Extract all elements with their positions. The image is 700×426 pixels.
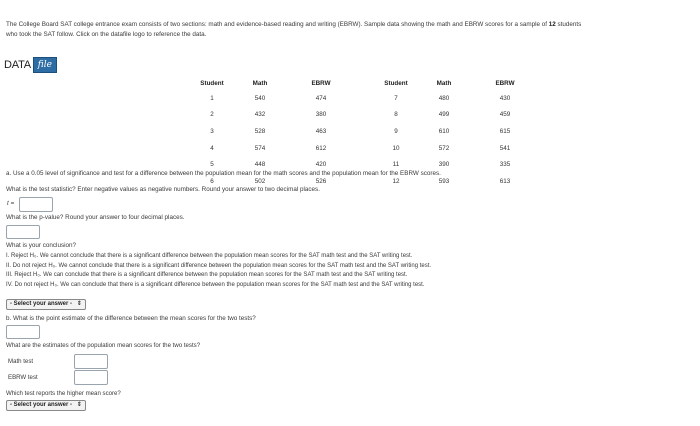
table-cell: 420	[315, 161, 327, 169]
table-cell: 5	[210, 161, 214, 169]
table-cell: 480	[438, 94, 450, 102]
col-header-student: Student	[200, 80, 224, 87]
test-statistic-input[interactable]	[19, 197, 53, 212]
table-cell: 502	[254, 177, 266, 185]
math-mean-input[interactable]	[74, 354, 108, 369]
table-cell: 613	[499, 177, 511, 185]
datafile-logo[interactable]	[4, 57, 57, 72]
table-cell: 335	[499, 161, 511, 169]
conclusion-question: What is your conclusion?	[6, 242, 76, 249]
conclusion-select-value: - Select your answer -	[10, 301, 73, 307]
table-cell: 615	[499, 127, 511, 135]
table-cell: 572	[438, 144, 450, 152]
conclusion-select[interactable]	[6, 299, 86, 310]
table-cell: 459	[499, 111, 511, 119]
p-value-input[interactable]	[6, 225, 40, 239]
table-row	[190, 90, 540, 107]
intro-text	[6, 20, 581, 40]
table-cell: 1	[210, 94, 214, 102]
col-header-math: Math	[252, 80, 268, 87]
table-cell: 528	[254, 127, 266, 135]
intro-line1-end: students	[555, 21, 582, 28]
table-row	[190, 107, 540, 124]
table-cell: 3	[210, 127, 214, 135]
conclusion-options	[6, 252, 431, 290]
part-a-question: a. Use a 0.05 level of significance and test for a difference between the population mean for the math scores and the population mean for the EBRW scores.	[6, 170, 441, 177]
table-cell: 390	[438, 161, 450, 169]
ebrw-test-label: EBRW test	[8, 374, 38, 381]
math-test-label: Math test	[8, 358, 34, 365]
table-row	[190, 140, 540, 157]
datafile-label: DATA	[4, 58, 31, 71]
table-cell: 2	[210, 111, 214, 119]
table-cell: 9	[394, 127, 398, 135]
conclusion-option-3: III. Reject H₀. We can conclude that there is a significant difference between the population mean scores for the SAT math test and the SAT writing test.	[6, 272, 408, 279]
col-header-student-2: Student	[384, 80, 408, 87]
t-label: t =	[7, 200, 15, 207]
col-header-ebrw-2: EBRW	[495, 80, 515, 87]
table-cell: 10	[392, 144, 400, 152]
col-header-math-2: Math	[436, 80, 452, 87]
table-cell: 612	[315, 144, 327, 152]
higher-mean-select-value: - Select your answer -	[10, 402, 73, 408]
table-cell: 4	[210, 144, 214, 152]
table-cell: 541	[499, 144, 511, 152]
p-value-question: What is the p-value? Round your answer to four decimal places.	[6, 214, 185, 221]
table-cell: 8	[394, 111, 398, 119]
higher-mean-select[interactable]	[6, 400, 86, 411]
table-cell: 499	[438, 111, 450, 119]
table-cell: 6	[210, 177, 214, 185]
table-cell: 448	[254, 161, 266, 169]
table-cell: 610	[438, 127, 450, 135]
table-cell: 430	[499, 94, 511, 102]
point-estimate-question: b. What is the point estimate of the difference between the mean scores for the two tests?	[6, 315, 256, 322]
sample-size: 12	[548, 21, 556, 28]
point-estimate-input[interactable]	[6, 325, 40, 339]
conclusion-option-2: II. Do not reject H₀. We cannot conclude that there is a significant difference between the population mean scores for the SAT math test and the SAT writing test.	[6, 262, 432, 269]
updown-icon: ⇕	[76, 301, 82, 307]
intro-line1: The College Board SAT college entrance exam consists of two sections: math and evidence-based reading and writing (EBRW). Sample data showing the math and EBRW scores for a sample of	[6, 21, 549, 28]
conclusion-option-4: IV. Do not reject H₀. We can conclude that there is a significant difference between the population mean scores for the SAT math test and the SAT writing test.	[6, 281, 425, 288]
test-statistic-question: What is the test statistic? Enter negative values as negative numbers. Round your answer to two decimal places.	[6, 186, 320, 193]
table-header-row	[190, 77, 540, 90]
table-cell: 540	[254, 94, 266, 102]
file-icon[interactable]: file	[33, 57, 57, 73]
table-cell: 12	[392, 177, 400, 185]
table-cell: 593	[438, 177, 450, 185]
table-cell: 526	[315, 177, 327, 185]
conclusion-option-1: I. Reject H₀. We cannot conclude that there is a significant difference between the population mean scores for the SAT math test and the SAT writing test.	[6, 253, 413, 259]
intro-line2: who took the SAT follow. Click on the datafile logo to reference the data.	[6, 31, 207, 38]
table-cell: 463	[315, 127, 327, 135]
higher-mean-question: Which test reports the higher mean score?	[6, 390, 121, 397]
table-cell: 432	[254, 111, 266, 119]
table-cell: 7	[394, 94, 398, 102]
updown-icon: ⇕	[76, 402, 82, 408]
table-cell: 474	[315, 94, 327, 102]
table-cell: 380	[315, 111, 327, 119]
table-row	[190, 123, 540, 140]
col-header-ebrw: EBRW	[311, 80, 331, 87]
table-cell: 574	[254, 144, 266, 152]
table-cell: 11	[392, 161, 400, 169]
ebrw-mean-input[interactable]	[74, 370, 108, 385]
mean-estimates-question: What are the estimates of the population mean scores for the two tests?	[6, 342, 201, 349]
